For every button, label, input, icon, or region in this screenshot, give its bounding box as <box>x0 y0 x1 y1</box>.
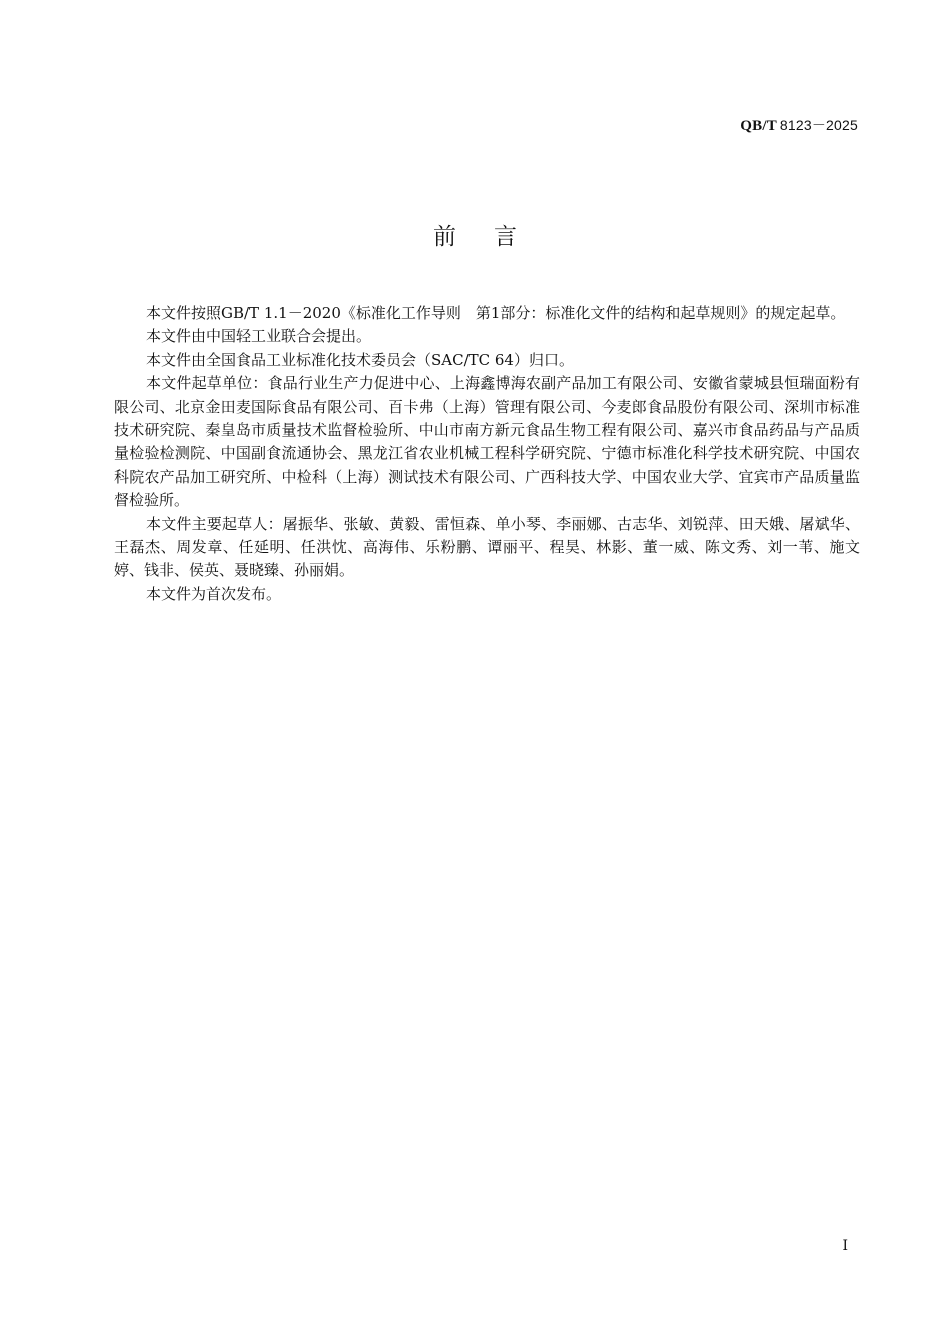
page-number: I <box>842 1238 848 1254</box>
paragraph-drafting-units: 本文件起草单位：食品行业生产力促进中心、上海鑫博海农副产品加工有限公司、安徽省蒙城县恒瑞面粉有限公司、北京金田麦国际食品有限公司、百卡弗（上海）管理有限公司、今麦郎食品股份有限公司、深圳市标准技术研究院、秦皇岛市质量技术监督检验所、中山市南方新元食品生物工程有限公司、嘉兴市食品药品与产品质量检验检测院、中国副食流通协会、黑龙江省农业机械工程科学研究院、宁德市标准化科学技术研究院、中国农科院农产品加工研究所、中检科（上海）测试技术有限公司、广西科技大学、中国农业大学、宜宾市产品质量监督检验所。 <box>114 374 860 510</box>
paragraph-drafters: 本文件主要起草人：屠振华、张敏、黄毅、雷恒森、单小琴、李丽娜、古志华、刘锐萍、田天娥、屠斌华、王磊杰、周发章、任延明、任洪忱、高海伟、乐粉鹏、谭丽平、程昊、林影、董一威、陈文秀、刘一苇、施文婷、钱非、侯英、聂晓臻、孙丽娟。 <box>114 514 860 580</box>
standard-code <box>740 115 858 135</box>
paragraph-committee: 本文件由全国食品工业标准化技术委员会（SAC/TC 64）归口。 <box>146 350 574 369</box>
foreword-body <box>114 302 860 606</box>
standard-number: 8123－2025 <box>779 117 858 133</box>
paragraph-proposer: 本文件由中国轻工业联合会提出。 <box>146 327 372 346</box>
standard-prefix: QB/T <box>740 118 777 134</box>
page-title: 前言 <box>433 224 555 250</box>
paragraph-first-release: 本文件为首次发布。 <box>146 584 282 603</box>
paragraph-drafting-rules: 本文件按照GB/T 1.1－2020《标准化工作导则 第1部分：标准化文件的结构和起草规则》的规定起草。 <box>146 304 846 322</box>
